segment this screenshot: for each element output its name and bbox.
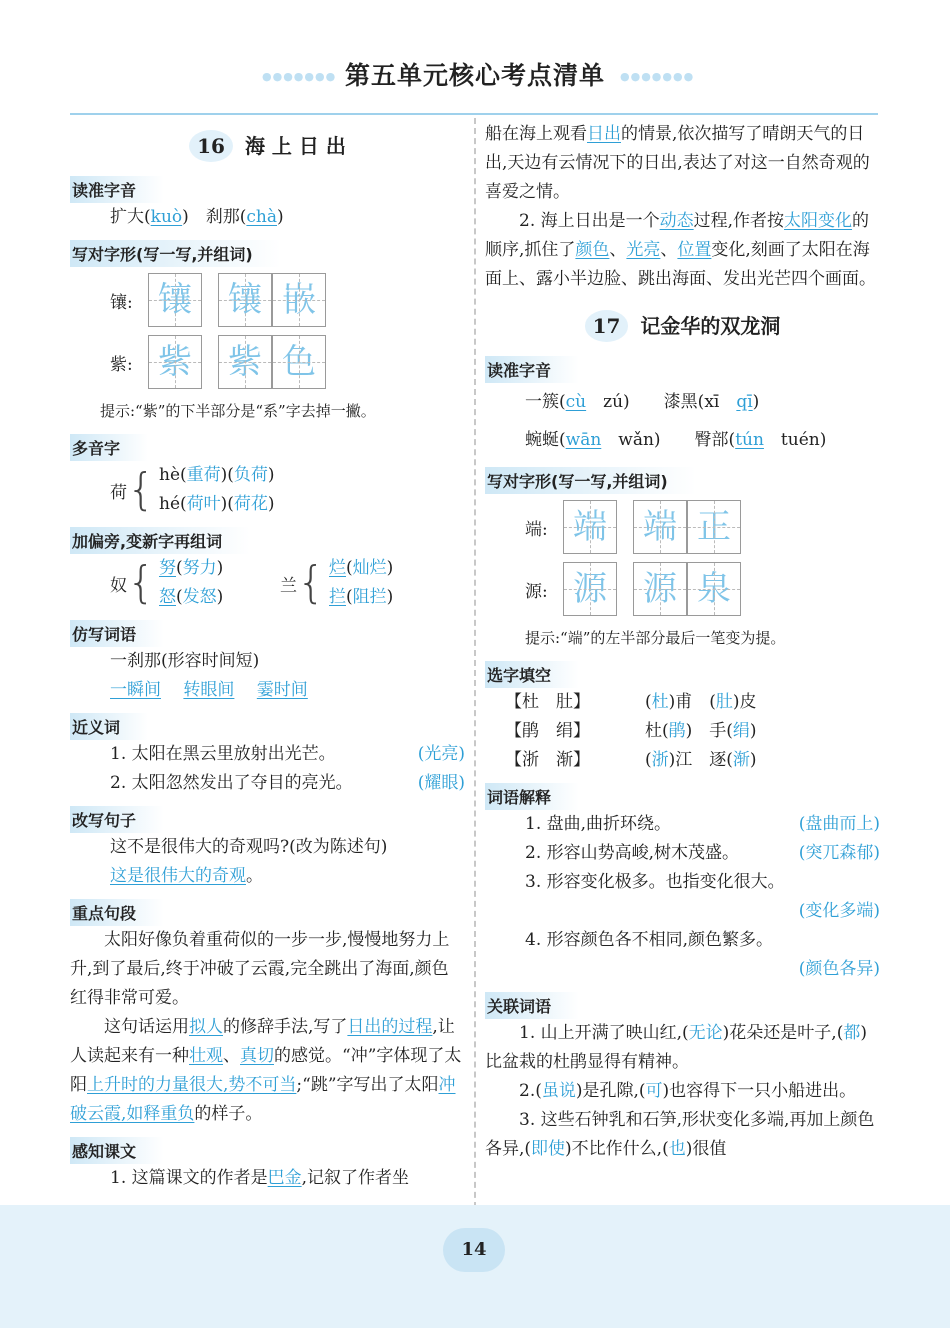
answer: 阻拦 — [352, 587, 387, 607]
answer: 位置 — [677, 240, 712, 260]
answer: 渐 — [732, 750, 750, 770]
text: 、 — [609, 240, 627, 260]
text: ,让人读起来有一种 — [70, 1017, 455, 1066]
grid-cell: 镶 — [218, 273, 272, 327]
answer: (变化多端) — [798, 901, 880, 921]
question: 2. 形容山势高峻,树木茂盛。 — [525, 843, 740, 863]
section-add-radical: 加偏旁,变新字再组词 — [70, 527, 250, 554]
answer: chà — [246, 207, 278, 227]
page-title: 第五单元核心考点清单 — [344, 61, 605, 90]
section-key-passage: 重点句段 — [70, 899, 164, 926]
text: 变化,刻画了太阳在海面上、露小半边脸、跳出海面、发出光芒四个画面。 — [485, 240, 876, 289]
text: )江 逐( — [668, 750, 733, 770]
grid-cell: 泉 — [687, 562, 741, 616]
brace-icon: { — [127, 557, 155, 608]
text: 、 — [660, 240, 678, 260]
brace-icon: { — [127, 464, 155, 515]
answer: 烂 — [329, 558, 346, 578]
pinyin: hé( — [159, 494, 187, 514]
text: ( — [346, 558, 353, 578]
text: ) — [749, 721, 757, 741]
grid-cell: 正 — [687, 500, 741, 554]
grid-row-xiang — [110, 273, 465, 327]
answer: 太阳变化 — [784, 211, 853, 231]
top-rule — [70, 113, 878, 115]
text: )比盆栽的杜鹃显得有精神。 — [485, 1023, 867, 1072]
text: xī — [704, 392, 720, 412]
rewrite-question: 这不是很伟大的奇观吗?(改为陈述句) — [110, 837, 388, 857]
section-fill-characters: 选字填空 — [485, 661, 579, 688]
options: 【鹃 绢】 — [505, 721, 590, 741]
text: )( — [220, 465, 234, 485]
answer: cù — [565, 392, 587, 412]
text: 这句话运用 — [104, 1017, 189, 1037]
answer: 即使 — [531, 1139, 566, 1159]
answer: 霎时间 — [256, 680, 308, 700]
text: 的情景,依次描写了晴朗天气的日出,天边有云情况下的日出,表达了对这一自然奇观的喜爱之情。 — [485, 124, 870, 202]
answer: 日出的过程 — [347, 1017, 433, 1037]
synonym-item — [70, 740, 465, 769]
grid-cell: 源 — [563, 562, 617, 616]
question: 2. 太阳忽然发出了夺目的亮光。 — [110, 773, 353, 793]
options: 【杜 肚】 — [505, 692, 590, 712]
answer: 荷叶 — [186, 494, 221, 514]
conj-item — [485, 1106, 880, 1164]
text: )也容得下一只小船进出。 — [662, 1081, 857, 1101]
right-column — [485, 120, 880, 1164]
grid-label: 端: — [525, 519, 548, 540]
text: wǎn) — [601, 430, 661, 450]
section-conjunction: 关联词语 — [485, 992, 579, 1019]
text: ) — [386, 587, 394, 607]
text: ;“跳”字写出了太阳 — [296, 1075, 439, 1095]
text: 2. 海上日出是一个 — [519, 211, 660, 231]
lesson-16-title — [70, 130, 465, 162]
answer: 颜色 — [575, 240, 610, 260]
text: 扩大( — [110, 207, 151, 227]
section-polyphone: 多音字 — [70, 434, 148, 461]
grid-label: 源: — [525, 581, 548, 602]
text: ( — [645, 750, 652, 770]
text: ) — [749, 750, 757, 770]
conj-item — [485, 1077, 880, 1106]
explain-item — [485, 839, 880, 868]
text: 的修辞手法,写了 — [223, 1017, 348, 1037]
answer: 无论 — [688, 1023, 723, 1043]
radical-char: 兰 — [280, 575, 297, 596]
column-divider — [474, 118, 476, 1218]
grid-label: 紫: — [110, 354, 133, 375]
answer: 这是很伟大的奇观 — [110, 866, 246, 886]
explain-item — [485, 868, 880, 897]
key-analysis — [70, 1013, 465, 1129]
text: 1. 这篇课文的作者是 — [110, 1168, 268, 1188]
text: 漆黑( — [629, 392, 705, 412]
section-rewrite: 改写句子 — [70, 806, 164, 833]
imitate-line: 一刹那(形容时间短) — [110, 651, 260, 671]
answer: 巴金 — [267, 1168, 302, 1188]
answer: 光亮 — [626, 240, 661, 260]
answer: 肚 — [715, 692, 733, 712]
page-number: 14 — [443, 1228, 505, 1272]
text — [719, 392, 736, 412]
text: ) 手( — [685, 721, 733, 741]
text: 臀部( — [660, 430, 736, 450]
text: )甫 ( — [668, 692, 716, 712]
pinyin: hè( — [159, 465, 187, 485]
section-text: 感知课文 — [70, 1137, 164, 1164]
answer: 也 — [668, 1139, 686, 1159]
radical-block — [70, 554, 465, 612]
text: )很值 — [685, 1139, 727, 1159]
section-word-explain: 词语解释 — [485, 783, 579, 810]
answer: 绢 — [732, 721, 750, 741]
explain-item — [485, 926, 880, 955]
text: ) — [216, 558, 224, 578]
answer: 动态 — [659, 211, 694, 231]
fill-item — [485, 746, 880, 775]
answer: 拦 — [329, 587, 346, 607]
text: ) — [267, 494, 275, 514]
text: 。 — [246, 866, 263, 886]
grid-row-duan — [525, 500, 880, 554]
answer: 怒 — [159, 587, 176, 607]
text: 2.( — [519, 1081, 542, 1101]
answer: 重荷 — [186, 465, 221, 485]
answer: 灿烂 — [352, 558, 387, 578]
synonym-item — [70, 769, 465, 798]
text: ( — [176, 587, 183, 607]
answer: 荷花 — [233, 494, 268, 514]
text: 的顺序,抓住了 — [485, 211, 870, 260]
text: 船在海上观看 — [485, 124, 587, 144]
fill-item — [485, 717, 880, 746]
grid-cell: 色 — [272, 335, 326, 389]
title-dots-left: ●●●●●●● — [262, 70, 337, 83]
section-write-characters: 写对字形(写一写,并组词) — [70, 240, 281, 267]
radical-char: 奴 — [110, 575, 127, 596]
answer: 努力 — [182, 558, 217, 578]
answer: 努 — [159, 558, 176, 578]
conj-item — [485, 1019, 880, 1077]
grid-cell: 源 — [633, 562, 687, 616]
explain-answer — [485, 955, 880, 984]
text: 、 — [223, 1046, 240, 1066]
answer: 负荷 — [233, 465, 268, 485]
answer: 一瞬间 — [110, 680, 161, 700]
section-read-pronunciation: 读准字音 — [485, 356, 579, 383]
text: ) — [386, 558, 394, 578]
polyphone-block — [70, 461, 465, 519]
lesson-name: 记金华的双龙洞 — [640, 314, 781, 338]
tip-text: 提示:“紫”的下半部分是“系”字去掉一撇。 — [100, 402, 376, 420]
text: ) — [277, 207, 284, 227]
text: zú) — [586, 392, 630, 412]
text: )( — [220, 494, 234, 514]
answer: (颜色各异) — [798, 959, 880, 979]
grid-row-yuan — [525, 562, 880, 616]
answer: 日出 — [587, 124, 621, 144]
left-column — [70, 120, 465, 1193]
text: 1. 山上开满了映山红,( — [519, 1023, 689, 1043]
answer: 可 — [645, 1081, 663, 1101]
section-read-pronunciation: 读准字音 — [70, 176, 164, 203]
explain-item — [485, 810, 880, 839]
lesson-17-title — [485, 310, 880, 342]
imitate-answers — [70, 676, 465, 705]
text: 3. 这些石钟乳和石笋,形状变化多端,再加上颜色各异,( — [485, 1110, 875, 1159]
answer: 真切 — [240, 1046, 274, 1066]
key-passage: 太阳好像负着重荷似的一步一步,慢慢地努力上升,到了最后,终于冲破了云霞,完全跳出了海面,颜色红得非常可爱。 — [70, 930, 450, 1008]
grid-cell: 紫 — [218, 335, 272, 389]
section-write-characters: 写对字形(写一写,并组词) — [485, 467, 696, 494]
text: ) — [267, 465, 275, 485]
polyphone-char: 荷 — [110, 482, 127, 503]
explain-answer — [485, 897, 880, 926]
text: tuén) — [763, 430, 827, 450]
answer: 鹃 — [668, 721, 686, 741]
grid-cell: 端 — [563, 500, 617, 554]
answer: (突兀森郁) — [798, 843, 880, 863]
text: )不比作什么,( — [565, 1139, 669, 1159]
text: 的样子。 — [194, 1104, 263, 1124]
read-line — [70, 203, 465, 232]
answer: (耀眼) — [417, 773, 465, 793]
text: ,记叙了作者坐 — [301, 1168, 410, 1188]
grid-label: 镶: — [110, 292, 133, 313]
text-item-1 — [70, 1164, 465, 1193]
options: 【浙 渐】 — [505, 750, 590, 770]
question: 1. 太阳在黑云里放射出光芒。 — [110, 744, 336, 764]
lesson-name: 海 上 日 出 — [244, 134, 346, 158]
text-item-1-cont — [485, 120, 880, 207]
answer: 浙 — [651, 750, 669, 770]
grid-row-zi — [110, 335, 465, 389]
text: ( — [346, 587, 353, 607]
text: ( — [645, 692, 652, 712]
text: ) — [752, 392, 760, 412]
grid-cell: 端 — [633, 500, 687, 554]
lesson-number: 17 — [585, 310, 629, 342]
text: 蜿蜒( — [525, 430, 566, 450]
title-dots-right: ●●●●●●● — [620, 70, 695, 83]
text: 的感觉。“冲”字体现了太阳 — [70, 1046, 462, 1095]
answer: (光亮) — [417, 744, 465, 764]
text: ) — [216, 587, 224, 607]
text: )花朵还是叶子,( — [722, 1023, 844, 1043]
text: 杜( — [645, 721, 669, 741]
answer: 都 — [843, 1023, 861, 1043]
section-synonym: 近义词 — [70, 713, 148, 740]
text: ( — [176, 558, 183, 578]
text: )皮 — [732, 692, 757, 712]
question: 3. 形容变化极多。也指变化很大。 — [525, 872, 785, 892]
fill-item — [485, 688, 880, 717]
section-imitate: 仿写词语 — [70, 620, 164, 647]
answer: wān — [565, 430, 602, 450]
brace-icon: { — [297, 557, 325, 608]
question: 1. 盘曲,曲折环绕。 — [525, 814, 672, 834]
answer: 杜 — [651, 692, 669, 712]
answer: 壮观 — [189, 1046, 223, 1066]
lesson-number: 16 — [189, 130, 233, 162]
text: 过程,作者按 — [693, 211, 785, 231]
grid-cell: 镶 — [148, 273, 202, 327]
answer: kuò — [150, 207, 183, 227]
answer: qī — [736, 392, 753, 412]
answer: 发怒 — [182, 587, 217, 607]
text: )是孔隙,( — [575, 1081, 646, 1101]
answer: (盘曲而上) — [798, 814, 880, 834]
answer: 冲破云霞,如释重负 — [70, 1075, 456, 1124]
answer: 拟人 — [189, 1017, 223, 1037]
answer: tún — [735, 430, 764, 450]
text: 一簇( — [525, 392, 566, 412]
answer: 虽说 — [541, 1081, 576, 1101]
read-line-2 — [485, 421, 880, 459]
answer: 转眼间 — [183, 680, 235, 700]
grid-cell: 嵌 — [272, 273, 326, 327]
rewrite-answer — [70, 862, 465, 891]
question: 4. 形容颜色各不相同,颜色繁多。 — [525, 930, 774, 950]
read-line-1 — [485, 383, 880, 421]
text-item-2 — [485, 207, 880, 294]
grid-cell: 紫 — [148, 335, 202, 389]
answer: 上升时的力量很大,势不可当 — [87, 1075, 297, 1095]
text: ) 刹那( — [182, 207, 247, 227]
tip-text: 提示:“端”的左半部分最后一笔变为提。 — [525, 629, 786, 647]
